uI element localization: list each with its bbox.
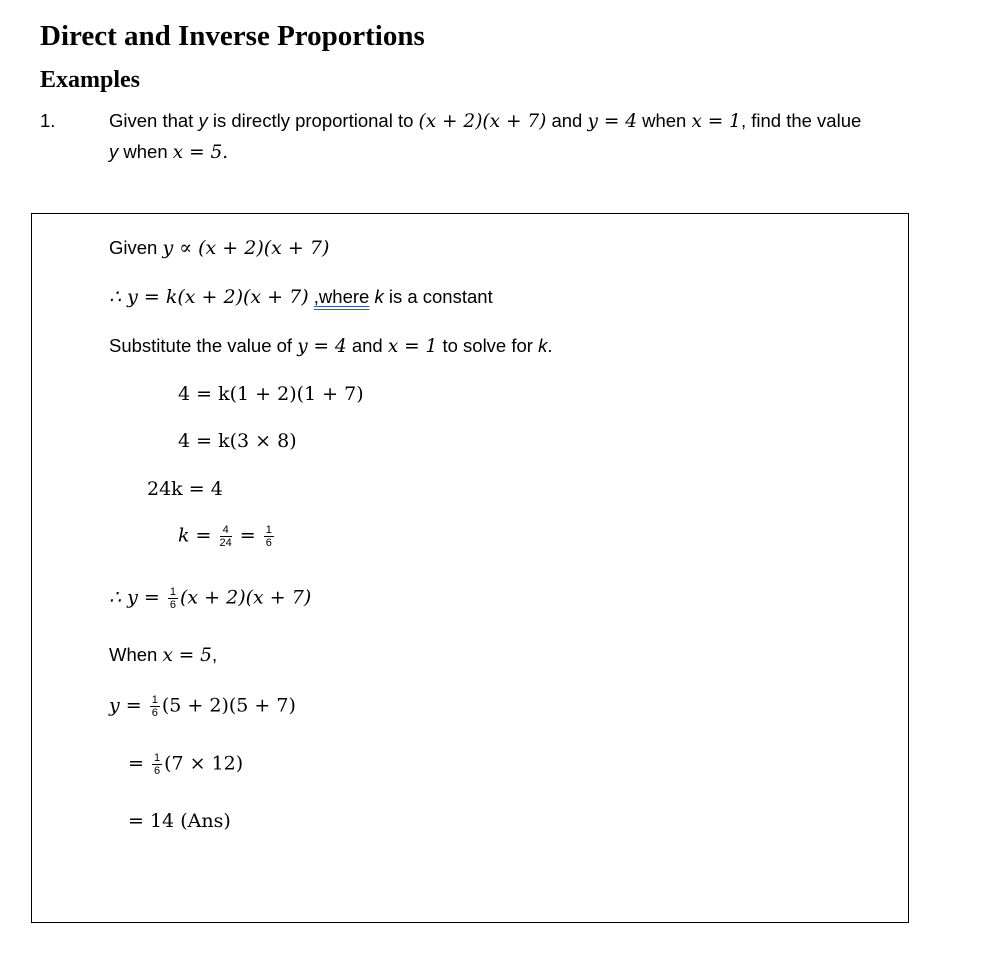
text: is directly proportional to — [207, 110, 419, 131]
fraction — [264, 524, 274, 549]
answer-value: 14 — [149, 810, 175, 832]
var-k: k — [538, 335, 548, 356]
math-cond: x = 1 — [691, 111, 741, 132]
math-rhs: (7 × 12) — [164, 752, 244, 775]
answer-line — [128, 810, 231, 832]
text: , find the value — [740, 110, 862, 131]
solution-equation — [109, 286, 493, 308]
math-rhs: (x + 2)(x + 7) — [180, 586, 312, 609]
math-lhs: ∴ y = — [109, 586, 166, 609]
text: . — [547, 335, 553, 356]
step-2: 4 = k(3 × 8) — [178, 430, 297, 452]
section-heading: Examples — [40, 67, 141, 93]
math-expr: y = 4 — [297, 336, 347, 357]
question-number: 1. — [40, 110, 56, 131]
denominator: 6 — [153, 765, 161, 777]
denominator: 24 — [219, 537, 232, 549]
denominator: 6 — [169, 599, 176, 611]
text: Given that — [109, 110, 199, 131]
denominator: 6 — [265, 537, 272, 549]
equals: = — [233, 524, 262, 547]
answer-label: (Ans) — [174, 810, 231, 832]
math-lhs: = — [128, 752, 150, 775]
grammar-flagged-text[interactable]: ,where — [313, 286, 370, 307]
math-expr: x = 1 — [387, 336, 438, 357]
numerator: 4 — [220, 524, 232, 537]
question-line-2 — [109, 141, 228, 163]
denominator: 6 — [151, 707, 158, 719]
calc-2 — [128, 752, 243, 777]
text: and — [346, 335, 388, 356]
question-line-1 — [109, 110, 861, 132]
text: to solve for — [437, 335, 539, 356]
text: and — [546, 110, 588, 131]
text: When — [109, 644, 163, 665]
text: when — [118, 141, 173, 162]
solution-given — [109, 237, 329, 259]
calc-1 — [109, 694, 296, 719]
math-expr: (x + 2)(x + 7) — [418, 111, 547, 132]
fraction — [150, 694, 160, 719]
numerator: 1 — [151, 694, 158, 706]
var-k: k — [374, 286, 384, 307]
math-lhs: y = — [109, 694, 148, 717]
equals: = — [128, 810, 150, 832]
result-equation — [109, 586, 311, 611]
math-expr: x = 5 — [162, 645, 212, 666]
step-4 — [178, 524, 276, 549]
text: Given — [109, 237, 163, 258]
math-rhs: (5 + 2)(5 + 7) — [161, 694, 296, 717]
fraction — [220, 524, 232, 549]
var-y: y — [109, 141, 119, 162]
solution-substitute — [109, 335, 552, 357]
step-1: 4 = k(1 + 2)(1 + 7) — [178, 383, 364, 405]
math-expr: ∴ y = k(x + 2)(x + 7) — [109, 286, 309, 308]
numerator: 1 — [153, 752, 161, 764]
text: when — [636, 110, 692, 131]
text: is a constant — [383, 286, 493, 307]
page-title: Direct and Inverse Proportions — [40, 20, 425, 52]
math-cond: y = 4 — [587, 111, 637, 132]
math-lhs: k = — [178, 524, 218, 547]
step-3: 24k = 4 — [147, 478, 223, 500]
text: , — [211, 644, 218, 665]
math-expr: y ∝ (x + 2)(x + 7) — [162, 237, 330, 259]
when-line — [109, 644, 217, 666]
fraction — [168, 586, 178, 611]
var-y: y — [198, 110, 208, 131]
text: Substitute the value of — [109, 335, 298, 356]
numerator: 1 — [169, 586, 176, 598]
fraction — [152, 752, 162, 777]
numerator: 1 — [265, 524, 272, 536]
math-cond: x = 5. — [172, 142, 229, 163]
